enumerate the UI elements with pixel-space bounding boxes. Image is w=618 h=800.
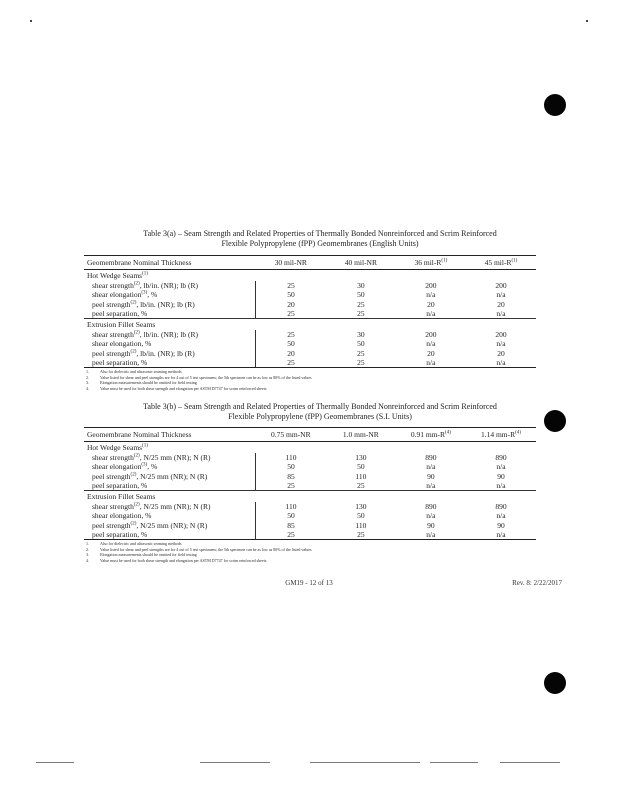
footnote-number: 2. [86, 374, 89, 380]
value-cell: 20 [497, 348, 505, 358]
footnote-text: Elongation measurements should be omitted for field testing [100, 380, 197, 386]
value-cell: 50 [287, 290, 295, 300]
footnote-text: Value listed for shear and peel strengths are for 4 out of 5 test specimens; the 5th specimen can be as low as 80% of the listed values [100, 546, 312, 552]
property-unit: , % [137, 358, 148, 368]
property-row [84, 530, 536, 540]
property-label: shear strength [92, 329, 134, 339]
value-cell: n/a [396, 530, 466, 540]
value-cell: 200 [495, 329, 507, 339]
value-cell: n/a [496, 309, 506, 319]
property-row [84, 481, 536, 491]
column-header-property [84, 256, 256, 270]
binder-hole [544, 672, 566, 694]
value-cell: 25 [357, 309, 365, 319]
property-row [84, 349, 536, 358]
value-cell: 85 [287, 471, 295, 481]
value-cell: 25 [256, 530, 326, 540]
footnote-number: 3. [86, 552, 89, 558]
footnote-ref: (2) [130, 300, 137, 306]
column-header-thickness [326, 428, 396, 442]
column-header-thickness [396, 428, 466, 442]
property-label: peel separation [92, 309, 138, 319]
property-cell [84, 349, 256, 358]
header-text: Geomembrane Nominal Thickness [87, 258, 192, 267]
property-cell [84, 472, 256, 481]
footnote-ref: (2) [133, 330, 140, 336]
footnote-text: Value must be used for both shear strength and elongation per ASTM D7747 for scrim reinforced sheets [100, 557, 267, 563]
footnote-ref: (2) [133, 502, 140, 508]
value-cell: 50 [357, 462, 365, 472]
value-cell: 85 [287, 520, 295, 530]
scan-edge-line [430, 762, 478, 763]
table-3b-si-units [84, 427, 536, 540]
value-cell: 90 [497, 471, 505, 481]
caption-line-1: Table 3(b) – Seam Strength and Related Properties of Thermally Bonded Nonreinforced and Scrim Reinforced [143, 402, 497, 411]
value-cell: 890 [425, 452, 437, 462]
value-cell: n/a [496, 339, 506, 349]
value-cell: 50 [287, 462, 295, 472]
seam-type-label: Hot Wedge Seams [87, 443, 143, 453]
header-text: 36 mil-R [414, 258, 442, 267]
property-row [84, 453, 536, 462]
property-unit: , N/25 mm (NR); N (R) [136, 471, 208, 481]
header-text: 40 mil-NR [344, 258, 377, 267]
footnote-ref: (2) [130, 349, 137, 355]
property-label: peel strength [92, 520, 131, 530]
value-cell: 200 [425, 329, 437, 339]
value-cell: 90 [427, 520, 435, 530]
value-cell: 30 [357, 280, 365, 290]
seam-type-row [84, 270, 536, 281]
value-cell: 25 [287, 329, 295, 339]
header-text: 1.14 mm-R [480, 430, 516, 439]
value-cell: 130 [355, 452, 367, 462]
value-cell: 110 [285, 452, 297, 462]
footnote-ref: (3) [141, 290, 148, 296]
value-cell: n/a [426, 462, 436, 472]
property-label: shear strength [92, 452, 134, 462]
table-3b-caption [90, 402, 550, 422]
header-footnote-ref: (1) [441, 258, 448, 264]
property-unit: , % [137, 309, 148, 319]
value-cell: 110 [285, 501, 297, 511]
header-row [84, 428, 536, 442]
header-text: 30 mil-NR [274, 258, 307, 267]
value-cell: 25 [287, 280, 295, 290]
column-header-thickness [256, 428, 326, 442]
value-cell: 50 [287, 511, 295, 521]
scan-edge-line [310, 762, 420, 763]
header-text: 1.0 mm-NR [342, 430, 379, 439]
property-cell [84, 511, 256, 520]
value-cell: n/a [466, 358, 536, 368]
footnote-ref: (1) [142, 443, 148, 449]
value-cell: 50 [357, 511, 365, 521]
scan-edge-line [36, 762, 74, 763]
seam-type-row [84, 319, 536, 330]
caption-line-1: Table 3(a) – Seam Strength and Related Properties of Thermally Bonded Nonreinforced and Scrim Reinforced [143, 229, 497, 238]
seam-type-label: Hot Wedge Seams [87, 271, 143, 281]
value-cell: 20 [287, 348, 295, 358]
value-cell: 25 [287, 309, 295, 319]
property-label: peel separation [92, 358, 138, 368]
value-cell: n/a [496, 290, 506, 300]
property-unit: , lb/in. (NR); lb (R) [139, 329, 199, 339]
seam-type-row [84, 442, 536, 453]
value-cell: 110 [355, 520, 367, 530]
property-unit: , % [147, 462, 158, 472]
property-cell [84, 309, 256, 319]
property-row [84, 472, 536, 481]
caption-line-2: Flexible Polypropylene (fPP) Geomembranes (English Units) [221, 239, 419, 248]
value-cell: 25 [287, 481, 295, 491]
value-cell: 25 [357, 481, 365, 491]
property-row [84, 339, 536, 348]
value-cell: 890 [425, 501, 437, 511]
value-cell: n/a [466, 530, 536, 540]
property-row [84, 502, 536, 511]
footnote-ref: (3) [141, 462, 148, 468]
header-text: 0.91 mm-R [410, 430, 446, 439]
value-cell: n/a [496, 481, 506, 491]
property-row [84, 330, 536, 339]
value-cell: 110 [355, 471, 367, 481]
property-cell [84, 481, 256, 491]
value-cell: 90 [497, 520, 505, 530]
value-cell: 90 [427, 471, 435, 481]
seam-type-label: Extrusion Fillet Seams [87, 320, 156, 330]
value-cell: 25 [357, 299, 365, 309]
property-cell [84, 453, 256, 462]
footnote [86, 558, 516, 564]
value-cell: 25 [357, 348, 365, 358]
property-unit: , % [141, 511, 152, 521]
property-unit: , % [137, 481, 148, 491]
property-label: peel separation [92, 530, 138, 540]
table-3a-footnotes [86, 369, 516, 391]
seam-type-cell [84, 442, 536, 453]
footnote-ref: (1) [142, 271, 148, 277]
property-label: shear elongation [92, 462, 142, 472]
property-cell [84, 358, 256, 368]
property-cell [84, 330, 256, 339]
footnote-ref: (2) [130, 472, 137, 478]
property-label: peel separation [92, 481, 138, 491]
footnote-number: 3. [86, 380, 89, 386]
header-footnote-ref: (4) [445, 430, 451, 436]
property-unit: , % [141, 339, 152, 349]
table-3b-footnotes [86, 541, 516, 563]
value-cell: 25 [326, 530, 396, 540]
value-cell: n/a [426, 309, 436, 319]
property-unit: , % [147, 290, 158, 300]
property-label: shear elongation [92, 511, 142, 521]
caption-line-2: Flexible Polypropylene (fPP) Geomembranes (S.I. Units) [228, 412, 412, 421]
property-label: peel strength [92, 348, 131, 358]
property-row [84, 358, 536, 368]
value-cell: 25 [326, 358, 396, 368]
property-row [84, 511, 536, 520]
property-cell [84, 300, 256, 309]
header-footnote-ref: (1) [511, 258, 518, 264]
footnote-text: Value listed for shear and peel strengths are for 4 out of 5 test specimens; the 5th specimen can be as low as 80% of the listed values [100, 374, 312, 380]
property-row [84, 290, 536, 299]
column-header-thickness [466, 428, 536, 442]
property-cell [84, 502, 256, 511]
property-label: peel strength [92, 471, 131, 481]
column-header-thickness [326, 256, 396, 270]
property-label: shear strength [92, 280, 134, 290]
property-unit: , lb/in. (NR); lb (R) [136, 299, 195, 309]
seam-type-label: Extrusion Fillet Seams [87, 492, 156, 502]
value-cell: 30 [357, 329, 365, 339]
value-cell: 20 [287, 299, 295, 309]
column-header-thickness [396, 256, 466, 270]
seam-type-cell [84, 491, 536, 502]
revision-date: Rev. 8: 2/22/2017 [512, 579, 562, 587]
column-header-thickness [466, 256, 536, 270]
footnote-text: Value must be used for both shear strength and elongation per ASTM D7747 for scrim reinforced sheets [100, 385, 267, 391]
value-cell: n/a [426, 481, 436, 491]
value-cell: 200 [425, 280, 437, 290]
property-cell [84, 521, 256, 530]
property-label: peel strength [92, 299, 131, 309]
value-cell: 20 [497, 299, 505, 309]
header-text: Geomembrane Nominal Thickness [87, 430, 192, 439]
footnote-text: Also for dielectric and ultrasonic seaming methods [100, 369, 182, 374]
header-row [84, 256, 536, 270]
property-unit: , lb/in. (NR); lb (R) [136, 348, 195, 358]
property-cell [84, 462, 256, 471]
value-cell: 50 [357, 290, 365, 300]
property-row [84, 309, 536, 319]
property-row [84, 521, 536, 530]
value-cell: 130 [355, 501, 367, 511]
property-unit: , N/25 mm (NR); N (R) [139, 452, 211, 462]
value-cell: 25 [256, 358, 326, 368]
property-unit: , N/25 mm (NR); N (R) [139, 501, 211, 511]
header-text: 45 mil-R [484, 258, 512, 267]
seam-type-row [84, 491, 536, 502]
property-row [84, 462, 536, 471]
property-label: shear strength [92, 501, 134, 511]
column-header-property [84, 428, 256, 442]
value-cell: n/a [396, 358, 466, 368]
property-label: shear elongation [92, 290, 142, 300]
footnote-ref: (2) [130, 521, 137, 527]
column-header-thickness [256, 256, 326, 270]
value-cell: 50 [357, 339, 365, 349]
footnote-number: 2. [86, 546, 89, 552]
table-3a-caption [90, 229, 550, 249]
property-unit: , lb/in. (NR); lb (R) [139, 280, 199, 290]
property-row [84, 300, 536, 309]
footnote-text: Also for dielectric and ultrasonic seaming methods [100, 541, 182, 546]
property-row [84, 281, 536, 290]
page-number: GM19 - 12 of 13 [285, 579, 333, 587]
footnote-ref: (2) [133, 453, 140, 459]
scan-speck [586, 20, 588, 22]
footnote-number: 4. [86, 385, 89, 391]
value-cell: 890 [495, 501, 507, 511]
seam-type-cell [84, 270, 536, 281]
value-cell: 200 [495, 280, 507, 290]
value-cell: n/a [426, 290, 436, 300]
footnote-text: Elongation measurements should be omitted for field testing [100, 552, 197, 558]
property-cell [84, 281, 256, 290]
value-cell: n/a [496, 462, 506, 472]
property-cell [84, 339, 256, 348]
value-cell: 20 [427, 348, 435, 358]
scan-edge-line [200, 762, 270, 763]
value-cell: 890 [495, 452, 507, 462]
property-cell [84, 530, 256, 540]
header-text: 0.75 mm-NR [270, 430, 311, 439]
footnote-number: 4. [86, 557, 89, 563]
footnote [86, 386, 516, 392]
property-unit: , % [137, 530, 148, 540]
footnote-number: 1. [86, 541, 89, 546]
seam-type-cell [84, 319, 536, 330]
property-label: shear elongation [92, 339, 142, 349]
header-footnote-ref: (4) [515, 430, 521, 436]
footnote-number: 1. [86, 369, 89, 374]
property-unit: , N/25 mm (NR); N (R) [136, 520, 208, 530]
footnote-ref: (2) [133, 281, 140, 287]
value-cell: n/a [426, 339, 436, 349]
value-cell: 50 [287, 339, 295, 349]
value-cell: n/a [426, 511, 436, 521]
value-cell: 20 [427, 299, 435, 309]
property-cell [84, 290, 256, 299]
scan-speck [30, 20, 32, 22]
value-cell: n/a [496, 511, 506, 521]
binder-hole [544, 94, 566, 116]
scan-edge-line [500, 762, 560, 763]
table-3a-english-units [84, 255, 536, 368]
